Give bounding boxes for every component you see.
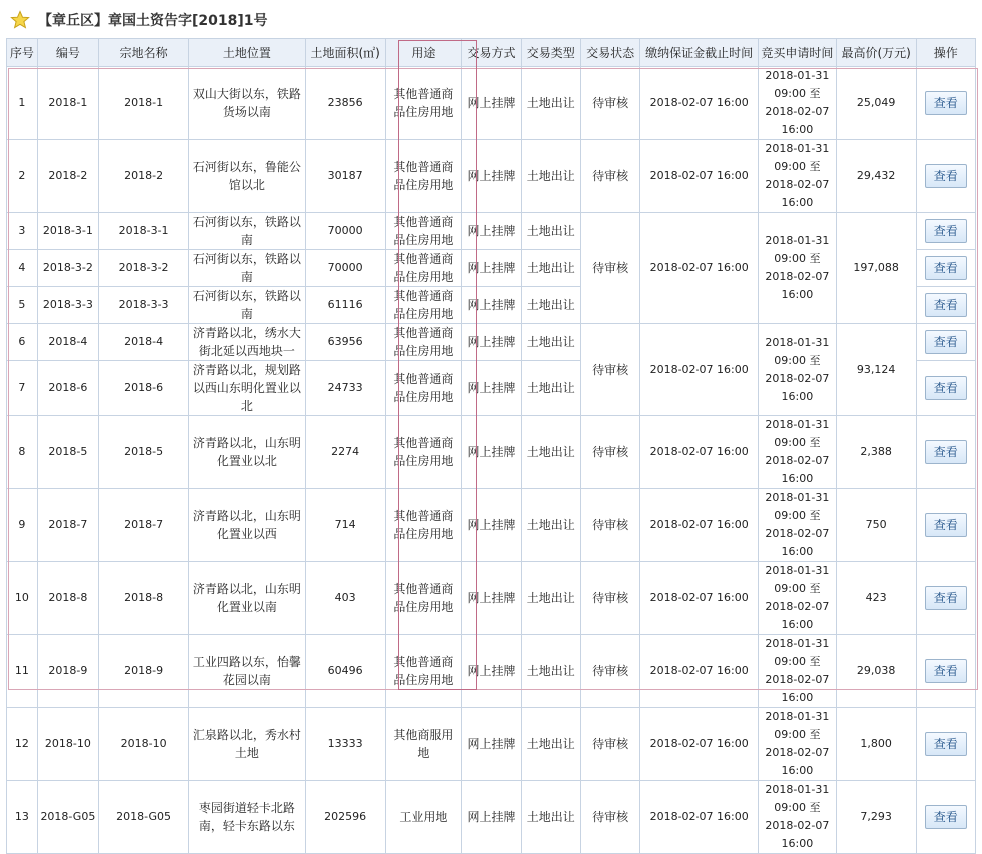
header-bid-time: 竞买申请时间 — [759, 39, 837, 67]
cell-action — [916, 416, 975, 489]
cell-bid-time: 2018-01-31 09:00 至 2018-02-07 16:00 — [759, 708, 837, 781]
cell-trade-type: 土地出让 — [521, 416, 580, 489]
cell-trade-type: 土地出让 — [521, 140, 580, 213]
cell-area: 30187 — [305, 140, 385, 213]
cell-trade-method: 网上挂牌 — [462, 635, 521, 708]
view-button[interactable]: 查看 — [925, 164, 967, 188]
cell-location: 工业四路以东，怡馨花园以南 — [189, 635, 306, 708]
cell-area: 60496 — [305, 635, 385, 708]
cell-seq: 9 — [7, 489, 38, 562]
cell-trade-method: 网上挂牌 — [462, 324, 521, 361]
view-button[interactable]: 查看 — [925, 256, 967, 280]
title-bar — [6, 6, 976, 34]
cell-max-price: 29,038 — [836, 635, 916, 708]
cell-use: 其他普通商品住房用地 — [385, 489, 462, 562]
cell-seq: 10 — [7, 562, 38, 635]
star-icon — [10, 10, 30, 30]
cell-code: 2018-6 — [37, 361, 98, 416]
cell-code: 2018-4 — [37, 324, 98, 361]
cell-status: 待审核 — [580, 708, 639, 781]
cell-location: 济青路以北，山东明化置业以西 — [189, 489, 306, 562]
cell-trade-method: 网上挂牌 — [462, 250, 521, 287]
cell-use: 其他普通商品住房用地 — [385, 562, 462, 635]
header-trade-method: 交易方式 — [462, 39, 521, 67]
table-header-row — [7, 39, 976, 67]
header-location: 土地位置 — [189, 39, 306, 67]
cell-status: 待审核 — [580, 67, 639, 140]
cell-status: 待审核 — [580, 781, 639, 854]
cell-use: 其他普通商品住房用地 — [385, 250, 462, 287]
cell-max-price: 1,800 — [836, 708, 916, 781]
table-row — [7, 635, 976, 708]
cell-code: 2018-1 — [37, 67, 98, 140]
cell-use: 其他商服用地 — [385, 708, 462, 781]
cell-trade-type: 土地出让 — [521, 324, 580, 361]
cell-max-price: 7,293 — [836, 781, 916, 854]
cell-name: 2018-8 — [99, 562, 189, 635]
cell-deposit-deadline: 2018-02-07 16:00 — [640, 489, 759, 562]
cell-area: 403 — [305, 562, 385, 635]
cell-trade-method: 网上挂牌 — [462, 140, 521, 213]
cell-name: 2018-5 — [99, 416, 189, 489]
cell-bid-time: 2018-01-31 09:00 至 2018-02-07 16:00 — [759, 140, 837, 213]
cell-bid-time: 2018-01-31 09:00 至 2018-02-07 16:00 — [759, 324, 837, 416]
cell-use: 工业用地 — [385, 781, 462, 854]
cell-area: 24733 — [305, 361, 385, 416]
cell-code: 2018-9 — [37, 635, 98, 708]
cell-location: 石河街以东，鲁能公馆以北 — [189, 140, 306, 213]
cell-code: 2018-7 — [37, 489, 98, 562]
cell-name: 2018-10 — [99, 708, 189, 781]
cell-action — [916, 287, 975, 324]
cell-name: 2018-4 — [99, 324, 189, 361]
cell-bid-time: 2018-01-31 09:00 至 2018-02-07 16:00 — [759, 781, 837, 854]
cell-seq: 12 — [7, 708, 38, 781]
cell-status: 待审核 — [580, 213, 639, 324]
cell-action — [916, 324, 975, 361]
cell-name: 2018-3-1 — [99, 213, 189, 250]
cell-code: 2018-10 — [37, 708, 98, 781]
cell-use: 其他普通商品住房用地 — [385, 140, 462, 213]
cell-bid-time: 2018-01-31 09:00 至 2018-02-07 16:00 — [759, 213, 837, 324]
cell-max-price: 2,388 — [836, 416, 916, 489]
header-action: 操作 — [916, 39, 975, 67]
cell-name: 2018-3-3 — [99, 287, 189, 324]
cell-trade-method: 网上挂牌 — [462, 781, 521, 854]
cell-trade-type: 土地出让 — [521, 213, 580, 250]
cell-action — [916, 489, 975, 562]
cell-trade-type: 土地出让 — [521, 781, 580, 854]
cell-action — [916, 213, 975, 250]
cell-location: 济青路以北，绣水大街北延以西地块一 — [189, 324, 306, 361]
cell-trade-type: 土地出让 — [521, 250, 580, 287]
view-button[interactable]: 查看 — [925, 732, 967, 756]
cell-bid-time: 2018-01-31 09:00 至 2018-02-07 16:00 — [759, 416, 837, 489]
view-button[interactable]: 查看 — [925, 440, 967, 464]
header-seq: 序号 — [7, 39, 38, 67]
view-button[interactable]: 查看 — [925, 513, 967, 537]
table-row — [7, 489, 976, 562]
cell-bid-time: 2018-01-31 09:00 至 2018-02-07 16:00 — [759, 562, 837, 635]
announcement-title: 【章丘区】章国土资告字[2018]1号 — [38, 13, 268, 29]
view-button[interactable]: 查看 — [925, 805, 967, 829]
cell-deposit-deadline: 2018-02-07 16:00 — [640, 708, 759, 781]
cell-seq: 6 — [7, 324, 38, 361]
cell-trade-type: 土地出让 — [521, 361, 580, 416]
cell-bid-time: 2018-01-31 09:00 至 2018-02-07 16:00 — [759, 489, 837, 562]
cell-trade-method: 网上挂牌 — [462, 489, 521, 562]
cell-max-price: 750 — [836, 489, 916, 562]
cell-code: 2018-2 — [37, 140, 98, 213]
cell-use: 其他普通商品住房用地 — [385, 287, 462, 324]
header-name: 宗地名称 — [99, 39, 189, 67]
cell-name: 2018-2 — [99, 140, 189, 213]
cell-deposit-deadline: 2018-02-07 16:00 — [640, 324, 759, 416]
cell-area: 2274 — [305, 416, 385, 489]
cell-trade-method: 网上挂牌 — [462, 562, 521, 635]
cell-code: 2018-8 — [37, 562, 98, 635]
cell-area: 13333 — [305, 708, 385, 781]
cell-use: 其他普通商品住房用地 — [385, 67, 462, 140]
header-use: 用途 — [385, 39, 462, 67]
view-button[interactable]: 查看 — [925, 330, 967, 354]
cell-trade-method: 网上挂牌 — [462, 708, 521, 781]
cell-status: 待审核 — [580, 562, 639, 635]
header-max-price: 最高价(万元) — [836, 39, 916, 67]
cell-action — [916, 67, 975, 140]
cell-name: 2018-7 — [99, 489, 189, 562]
view-button[interactable]: 查看 — [925, 659, 967, 683]
cell-seq: 8 — [7, 416, 38, 489]
cell-action — [916, 781, 975, 854]
cell-location: 双山大街以东，铁路货场以南 — [189, 67, 306, 140]
cell-deposit-deadline: 2018-02-07 16:00 — [640, 635, 759, 708]
cell-action — [916, 562, 975, 635]
cell-area: 70000 — [305, 213, 385, 250]
cell-seq: 13 — [7, 781, 38, 854]
cell-deposit-deadline: 2018-02-07 16:00 — [640, 781, 759, 854]
view-button[interactable]: 查看 — [925, 219, 967, 243]
cell-use: 其他普通商品住房用地 — [385, 416, 462, 489]
cell-action — [916, 635, 975, 708]
cell-trade-method: 网上挂牌 — [462, 361, 521, 416]
cell-trade-method: 网上挂牌 — [462, 287, 521, 324]
cell-action — [916, 708, 975, 781]
header-status: 交易状态 — [580, 39, 639, 67]
cell-name: 2018-G05 — [99, 781, 189, 854]
cell-trade-type: 土地出让 — [521, 67, 580, 140]
header-area: 土地面积(㎡) — [305, 39, 385, 67]
cell-action — [916, 140, 975, 213]
cell-location: 济青路以北，山东明化置业以南 — [189, 562, 306, 635]
cell-max-price: 197,088 — [836, 213, 916, 324]
cell-location: 石河街以东，铁路以南 — [189, 250, 306, 287]
cell-area: 714 — [305, 489, 385, 562]
cell-deposit-deadline: 2018-02-07 16:00 — [640, 416, 759, 489]
cell-bid-time: 2018-01-31 09:00 至 2018-02-07 16:00 — [759, 635, 837, 708]
table-row — [7, 708, 976, 781]
cell-trade-type: 土地出让 — [521, 635, 580, 708]
cell-name: 2018-3-2 — [99, 250, 189, 287]
cell-trade-method: 网上挂牌 — [462, 67, 521, 140]
cell-seq: 1 — [7, 67, 38, 140]
cell-use: 其他普通商品住房用地 — [385, 361, 462, 416]
table-row — [7, 781, 976, 854]
table-row — [7, 416, 976, 489]
cell-max-price: 93,124 — [836, 324, 916, 416]
cell-location: 济青路以北，规划路以西山东明化置业以北 — [189, 361, 306, 416]
cell-max-price: 29,432 — [836, 140, 916, 213]
cell-use: 其他普通商品住房用地 — [385, 635, 462, 708]
view-button[interactable]: 查看 — [925, 586, 967, 610]
cell-trade-method: 网上挂牌 — [462, 416, 521, 489]
cell-area: 202596 — [305, 781, 385, 854]
cell-name: 2018-6 — [99, 361, 189, 416]
cell-trade-type: 土地出让 — [521, 287, 580, 324]
cell-status: 待审核 — [580, 635, 639, 708]
cell-name: 2018-9 — [99, 635, 189, 708]
cell-use: 其他普通商品住房用地 — [385, 324, 462, 361]
cell-bid-time: 2018-01-31 09:00 至 2018-02-07 16:00 — [759, 67, 837, 140]
table-row — [7, 67, 976, 140]
cell-name: 2018-1 — [99, 67, 189, 140]
cell-deposit-deadline: 2018-02-07 16:00 — [640, 213, 759, 324]
cell-location: 石河街以东，铁路以南 — [189, 213, 306, 250]
table-row — [7, 140, 976, 213]
cell-location: 汇泉路以北，秀水村土地 — [189, 708, 306, 781]
table-row — [7, 324, 976, 361]
cell-area: 23856 — [305, 67, 385, 140]
cell-status: 待审核 — [580, 324, 639, 416]
cell-status: 待审核 — [580, 140, 639, 213]
cell-location: 枣园街道轻卡北路南，轻卡东路以东 — [189, 781, 306, 854]
cell-seq: 7 — [7, 361, 38, 416]
cell-code: 2018-3-2 — [37, 250, 98, 287]
cell-status: 待审核 — [580, 416, 639, 489]
table-row — [7, 213, 976, 250]
header-code: 编号 — [37, 39, 98, 67]
cell-area: 70000 — [305, 250, 385, 287]
view-button[interactable]: 查看 — [925, 293, 967, 317]
cell-code: 2018-3-3 — [37, 287, 98, 324]
cell-trade-type: 土地出让 — [521, 708, 580, 781]
cell-trade-method: 网上挂牌 — [462, 213, 521, 250]
cell-location: 石河街以东，铁路以南 — [189, 287, 306, 324]
cell-seq: 2 — [7, 140, 38, 213]
land-listing-table — [6, 38, 976, 854]
header-deposit-deadline: 缴纳保证金截止时间 — [640, 39, 759, 67]
cell-trade-type: 土地出让 — [521, 489, 580, 562]
table-row — [7, 562, 976, 635]
cell-action — [916, 250, 975, 287]
view-button[interactable]: 查看 — [925, 376, 967, 400]
cell-action — [916, 361, 975, 416]
cell-code: 2018-3-1 — [37, 213, 98, 250]
cell-code: 2018-5 — [37, 416, 98, 489]
cell-use: 其他普通商品住房用地 — [385, 213, 462, 250]
cell-deposit-deadline: 2018-02-07 16:00 — [640, 67, 759, 140]
header-trade-type: 交易类型 — [521, 39, 580, 67]
cell-seq: 3 — [7, 213, 38, 250]
cell-deposit-deadline: 2018-02-07 16:00 — [640, 140, 759, 213]
cell-location: 济青路以北，山东明化置业以北 — [189, 416, 306, 489]
cell-max-price: 25,049 — [836, 67, 916, 140]
cell-seq: 11 — [7, 635, 38, 708]
cell-seq: 4 — [7, 250, 38, 287]
cell-seq: 5 — [7, 287, 38, 324]
cell-area: 63956 — [305, 324, 385, 361]
view-button[interactable]: 查看 — [925, 91, 967, 115]
cell-max-price: 423 — [836, 562, 916, 635]
cell-area: 61116 — [305, 287, 385, 324]
cell-code: 2018-G05 — [37, 781, 98, 854]
cell-trade-type: 土地出让 — [521, 562, 580, 635]
cell-deposit-deadline: 2018-02-07 16:00 — [640, 562, 759, 635]
cell-status: 待审核 — [580, 489, 639, 562]
